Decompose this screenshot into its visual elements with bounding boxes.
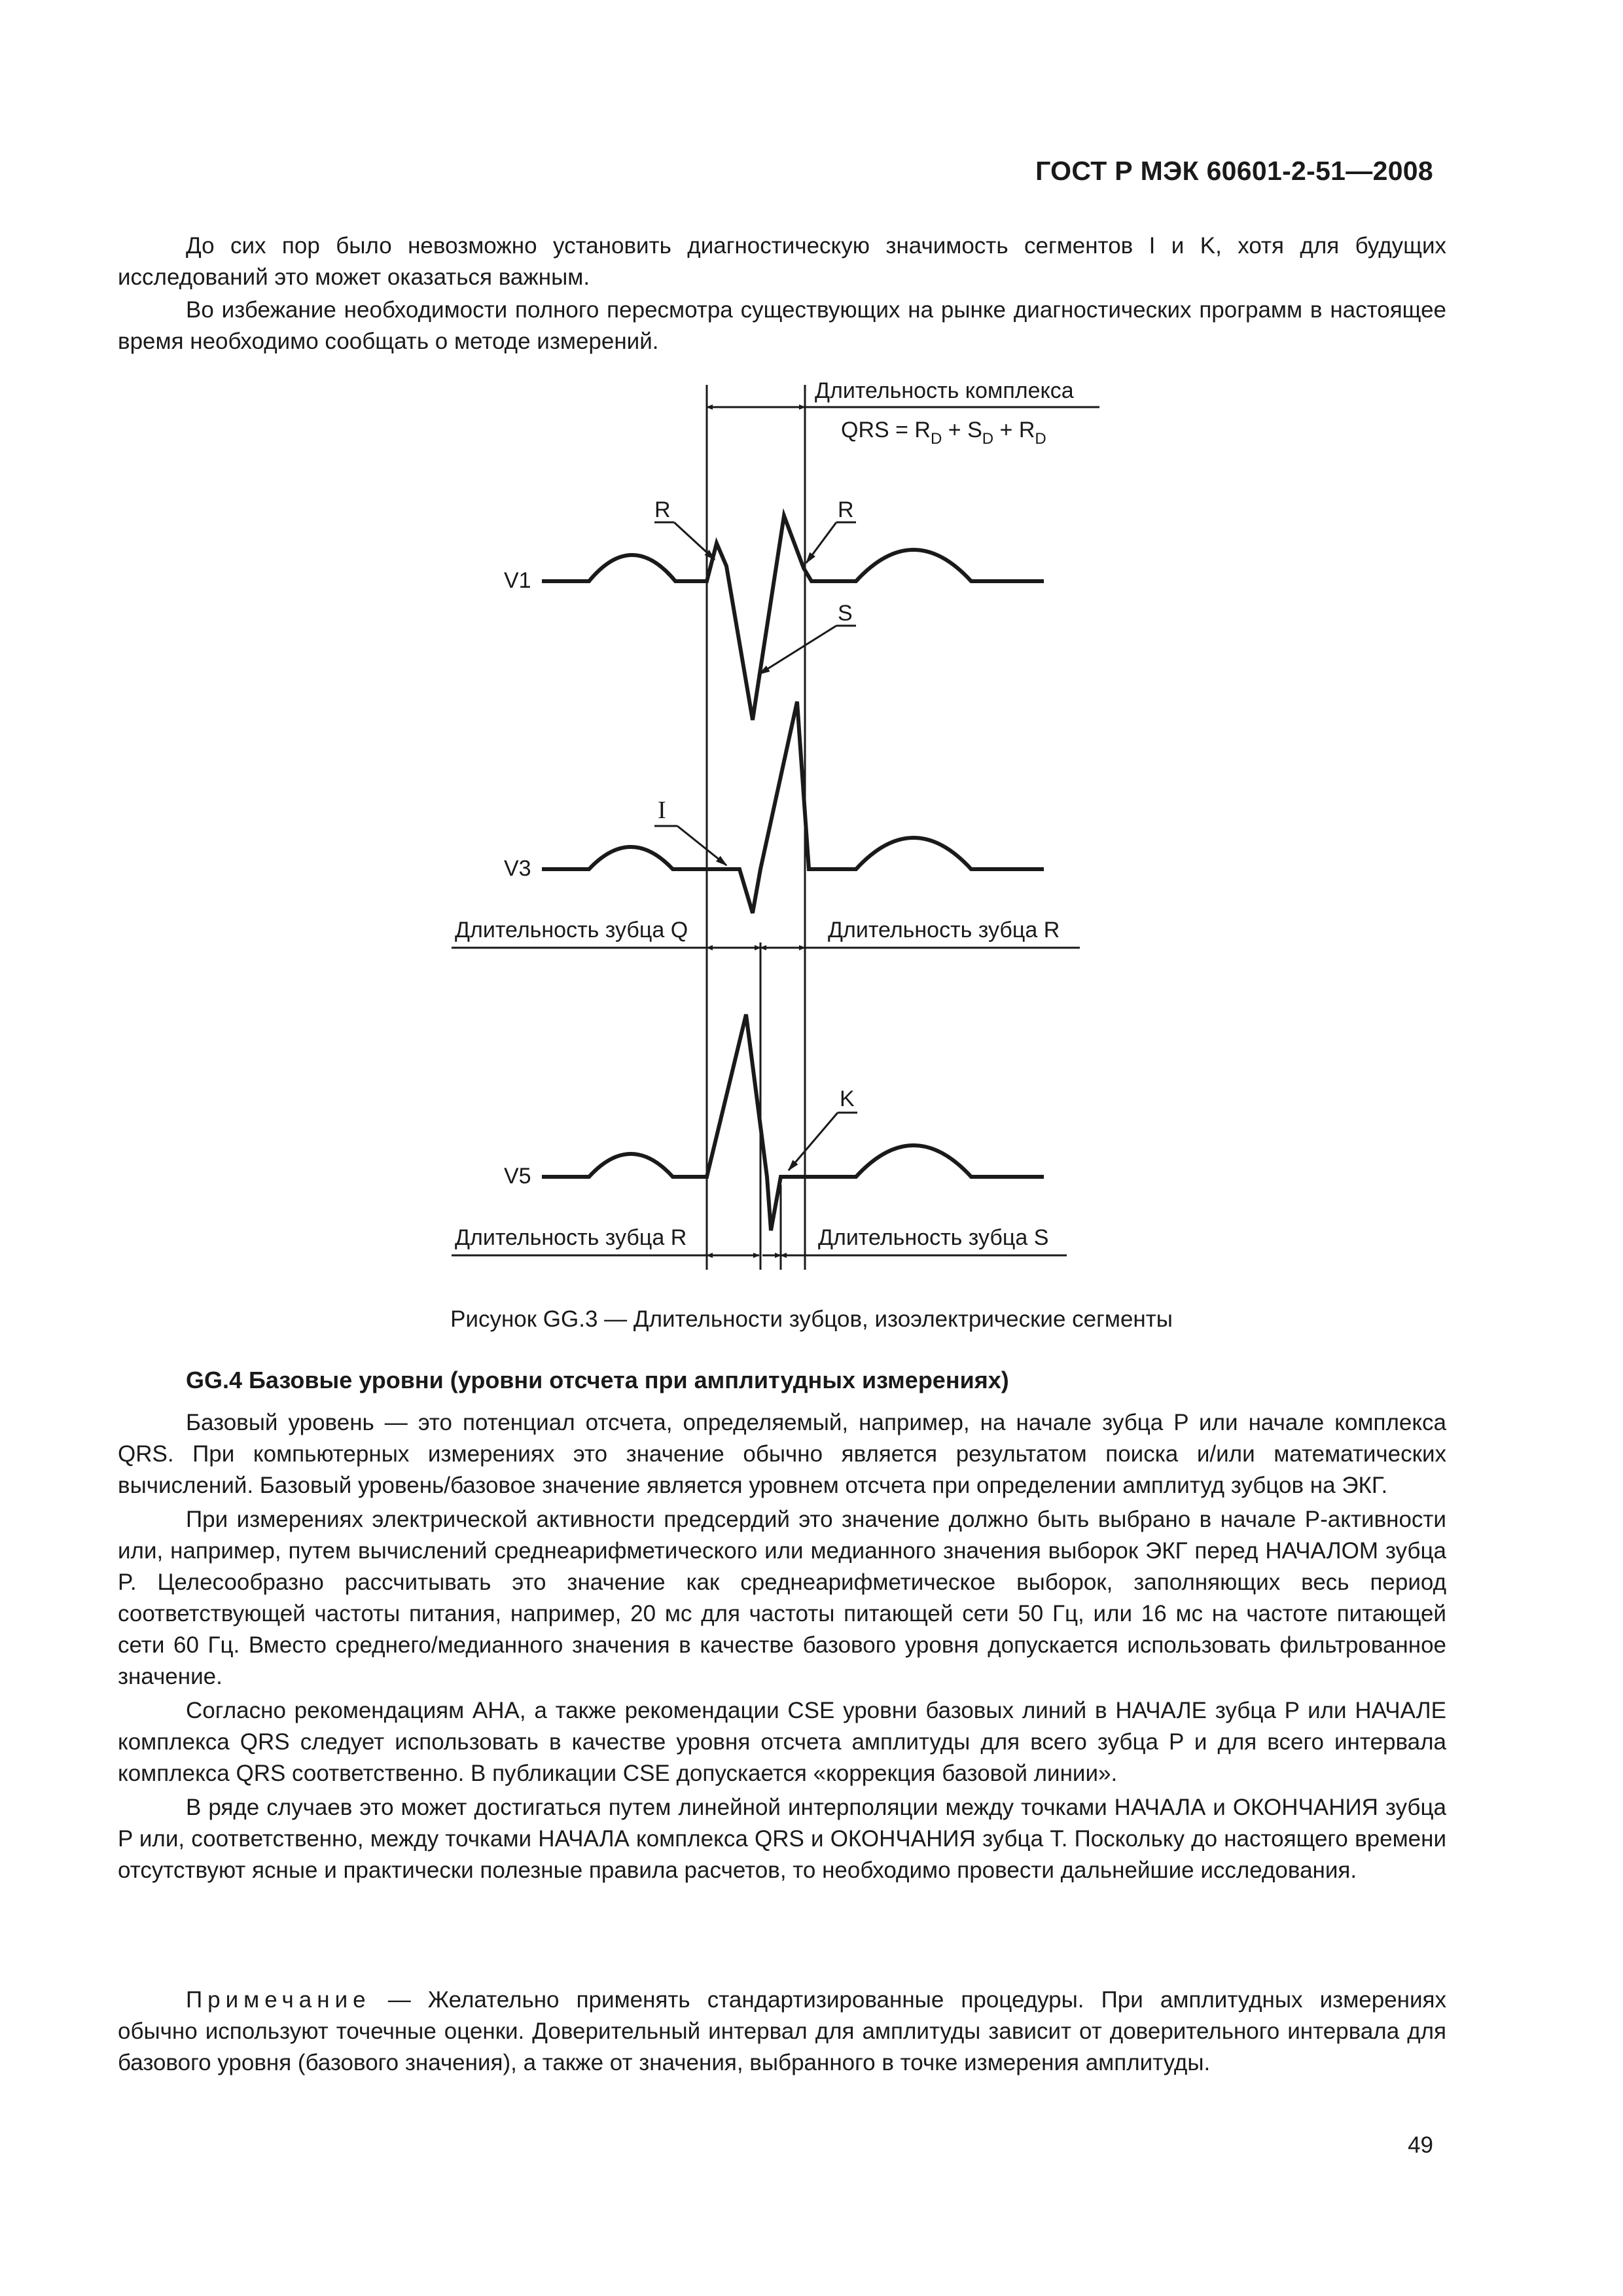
intro-text	[118, 230, 1446, 359]
paragraph: Согласно рекомендациям АНА, а также рекомендации CSE уровни базовых линий в НАЧАЛЕ зубца P или НАЧАЛЕ комплекса QRS следует использовать в качестве уровня отсчета амплитуды для всего зубца P и для всего интервала комплекса QRS соответственно. В публикации CSE допускается «коррекция базовой линии».	[118, 1698, 1446, 1786]
paragraph: В ряде случаев это может достигаться путем линейной интерполяции между точками НАЧАЛА и ОКОНЧАНИЯ зубца P или, соответственно, между точками НАЧАЛА комплекса QRS и ОКОНЧАНИЯ зубца T. Поскольку до настоящего времени отсутствуют ясные и практически полезные правила расчетов, то необходимо провести дальнейшие исследования.	[118, 1795, 1446, 1883]
r-duration-v3-label: Длительность зубца R	[828, 918, 1060, 942]
i-label: I	[658, 797, 666, 824]
s-duration-label: Длительность зубца S	[818, 1225, 1049, 1250]
lead-v5-label: V5	[504, 1164, 531, 1189]
lead-v1-label: V1	[504, 568, 531, 593]
section-heading: GG.4 Базовые уровни (уровни отсчета при амплитудных измерениях)	[186, 1367, 1009, 1393]
r-left-pointer	[674, 522, 715, 560]
paragraph: До сих пор было невозможно установить диагностическую значимость сегментов I и K, хотя для будущих исследований это может оказаться важным.	[118, 233, 1446, 290]
v1-waveform	[542, 516, 1044, 720]
k-label: K	[840, 1086, 855, 1111]
note-text: — Желательно применять стандартизированные процедуры. При амплитудных измерениях обычно используют точечные оценки. Доверительный интервал для амплитуды зависит от доверительного интервала для базового уровня (базового значения), а также от значения, выбранного в точке измерения амплитуды.	[118, 1987, 1446, 2075]
q-duration-label: Длительность зубца Q	[455, 918, 688, 942]
s-label: S	[838, 601, 853, 626]
page-number: 49	[1408, 2132, 1433, 2158]
lead-v3-label: V3	[504, 856, 531, 881]
r-label-right: R	[838, 497, 854, 522]
section-body	[118, 1407, 1446, 1889]
i-pointer	[677, 826, 726, 865]
paragraph: При измерениях электрической активности предсердий это значение должно быть выбрано в начале P-активности или, например, путем вычислений среднеарифметического или медианного значения выборок ЭКГ перед НАЧАЛОМ зубца P. Целесообразно рассчитывать это значение как среднеарифметическое выборок, заполняющих весь период соответствующей частоты питания, например, 20 мс для частоты питающей сети 50 Гц, или 16 мс на частоте питающей сети 60 Гц. Вместо среднего/медианного значения в качестве базового уровня допускается использовать фильтрованное значение.	[118, 1507, 1446, 1689]
paragraph: Во избежание необходимости полного пересмотра существующих на рынке диагностических программ в настоящее время необходимо сообщать о методе измерений.	[118, 297, 1446, 354]
ecg-figure	[0, 367, 1623, 1316]
k-pointer	[789, 1113, 838, 1170]
v5-waveform	[542, 1014, 1044, 1230]
qrs-duration-label: Длительность комплекса	[815, 378, 1074, 403]
qrs-formula: QRS = $R_D + S_D + R_D$	[841, 418, 1046, 448]
r-label-left: R	[654, 497, 671, 522]
document-header: ГОСТ Р МЭК 60601-2-51—2008	[1035, 156, 1433, 186]
note-block	[118, 1984, 1446, 2079]
v3-waveform	[542, 702, 1044, 913]
paragraph: Базовый уровень — это потенциал отсчета, определяемый, например, на начале зубца P или начале комплекса QRS. При компьютерных измерениях это значение обычно является результатом поиска и/или математических вычислений. Базовый уровень/базовое значение является уровнем отсчета при определении амплитуд зубцов на ЭКГ.	[118, 1410, 1446, 1498]
s-pointer	[759, 626, 836, 674]
reference-lines	[707, 385, 805, 1270]
r-duration-v5-label: Длительность зубца R	[455, 1225, 687, 1250]
ecg-diagram	[0, 367, 1623, 1316]
note-label: Примечание	[186, 1987, 371, 2013]
figure-caption: Рисунок GG.3 — Длительности зубцов, изоэлектрические сегменты	[450, 1306, 1173, 1332]
r-right-pointer	[806, 522, 836, 563]
